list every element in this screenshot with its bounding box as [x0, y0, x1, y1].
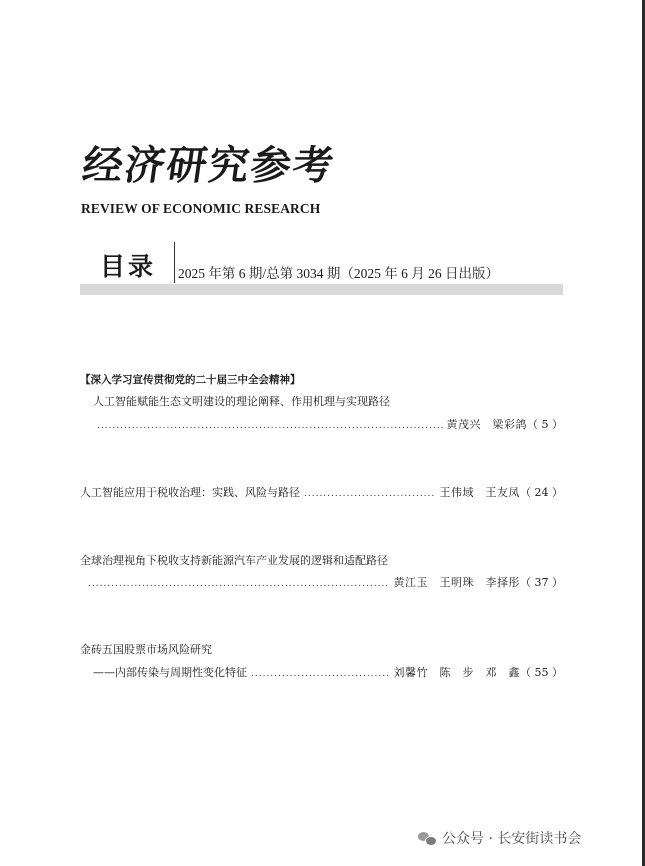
article-authors: 黄江玉 王明珠 李择彤: [393, 576, 520, 589]
header-rule: [80, 284, 563, 295]
dot-leader: [304, 489, 436, 499]
section-heading: 【深入学习宣传贯彻党的二十届三中全会精神】: [80, 374, 301, 386]
journal-subtitle-en: REVIEW OF ECONOMIC RESEARCH: [81, 201, 321, 216]
dot-leader: [97, 421, 443, 431]
toc-entry-line: [84, 574, 563, 590]
article-title[interactable]: 全球治理视角下税收支持新能源汽车产业发展的逻辑和适配路径: [80, 554, 388, 567]
watermark: [418, 828, 581, 848]
toc-heading: 目录: [100, 252, 157, 281]
page-number: （ 37 ）: [520, 576, 563, 589]
article-title-line[interactable]: [93, 393, 563, 409]
toc-entry-line[interactable]: [80, 484, 563, 500]
page-number: （ 24 ）: [520, 486, 563, 499]
article-authors: 黄茂兴 梁彩鸽: [446, 418, 527, 431]
article-authors: 刘馨竹 陈 步 邓 鑫: [393, 666, 520, 679]
heading-divider: [174, 242, 175, 283]
article-title[interactable]: 金砖五国股票市场风险研究: [80, 643, 212, 656]
article-subtitle: ——内部传染与周期性变化特征: [93, 666, 247, 679]
watermark-text: 公众号 · 长安街读书会: [442, 831, 582, 847]
issue-info: 2025 年第 6 期/总第 3034 期（2025 年 6 月 26 日出版）: [178, 266, 500, 281]
article-title[interactable]: 人工智能赋能生态文明建设的理论阐释、作用机理与实现路径: [93, 395, 390, 408]
article-authors: 王伟域 王友凤: [439, 486, 520, 499]
page-number: （ 55 ）: [520, 666, 563, 679]
page-number: （ 5 ）: [527, 418, 563, 431]
dot-leader: [88, 579, 390, 589]
journal-title: 经济研究参考: [79, 142, 339, 189]
article-title-line[interactable]: [80, 641, 563, 657]
wechat-icon: [418, 830, 436, 846]
article-title[interactable]: 人工智能应用于税收治理：实践、风险与路径: [80, 486, 300, 499]
toc-entry-line: [93, 664, 563, 680]
article-title-line[interactable]: [80, 552, 563, 568]
toc-entry-line: [93, 416, 563, 432]
dot-leader: [251, 669, 390, 679]
